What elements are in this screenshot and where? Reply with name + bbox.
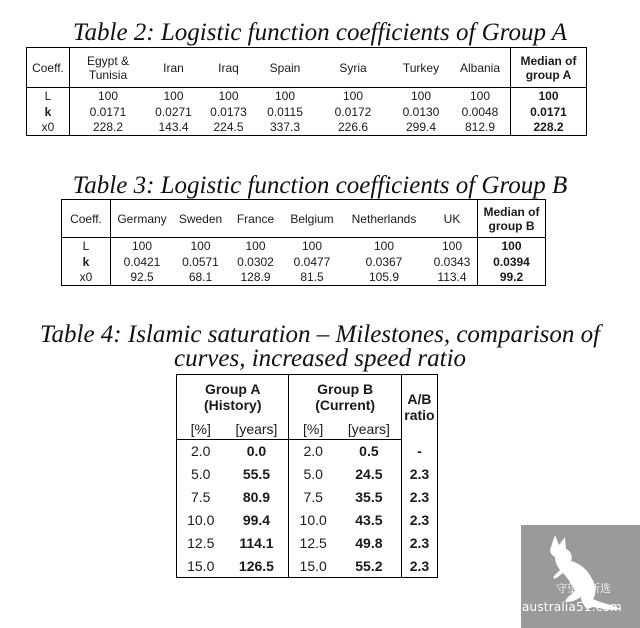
table4-ratio: - [401, 440, 437, 463]
table4 [176, 374, 438, 578]
table4-b-years: 55.2 [355, 557, 383, 574]
table3-row-label: x0 [62, 270, 111, 286]
table2-cell: 100 [218, 88, 239, 103]
table4-b-pct: 7.5 [303, 489, 323, 505]
table4-ratio: 2.3 [401, 555, 437, 578]
table2-cell: 100 [342, 88, 364, 103]
table3-cell: 0.0477 [293, 254, 331, 269]
table2-country-header: Syria [314, 48, 392, 88]
table2-cell: 100 [163, 88, 184, 103]
table3-country-header: Germany [111, 200, 174, 238]
watermark-cn-text: 守望者新选 [556, 582, 611, 595]
table2-cell: 337.3 [269, 120, 301, 135]
table4-b-years: 24.5 [355, 466, 383, 482]
table2-row [27, 120, 587, 136]
table2-cell: 100 [97, 88, 119, 103]
table2-cell: 812.9 [464, 120, 496, 135]
table3-cell: 100 [441, 238, 463, 253]
table2-cell: 0.0115 [267, 104, 303, 119]
table4-ratio: 2.3 [401, 486, 437, 509]
table4-a-pct: 10.0 [187, 512, 215, 528]
table3-median-cell: 99.2 [478, 270, 546, 286]
table4-a-years: 0.0 [224, 440, 288, 463]
table4-a-years: 126.5 [224, 555, 288, 578]
table3-row [62, 254, 546, 270]
table2-cell: 0.0130 [402, 104, 440, 119]
table2-country-header: Spain [256, 48, 314, 88]
table4-a-pct: 12.5 [187, 535, 215, 551]
table2-row-label: k [27, 104, 70, 120]
table4-caption-line2: curves, increased speed ratio [173, 345, 467, 372]
table2-median-cell: 228.2 [511, 120, 587, 136]
table3-median-cell: 100 [478, 238, 546, 254]
table2-country-header: Turkey [392, 48, 450, 88]
table4-row [177, 532, 438, 555]
table2-cell: 299.4 [405, 120, 437, 135]
table3-row [62, 270, 546, 286]
table4-row [177, 509, 438, 532]
table3-cell: 100 [245, 238, 266, 253]
table4-b-pct: 2.0 [303, 443, 323, 460]
table4-a-years: 114.1 [224, 532, 288, 555]
table4-a-years: 99.4 [224, 509, 288, 532]
table4-unit-header: [%] [289, 419, 337, 440]
table4-a-years: 55.5 [224, 463, 288, 486]
table4-ratio-header: A/B ratio [401, 375, 437, 440]
table4-a-pct: 15.0 [187, 557, 215, 574]
table4-unit-header: [years] [337, 419, 401, 440]
table2-cell: 100 [469, 88, 491, 103]
table3-country-header: Netherlands [341, 200, 427, 238]
table3-median-cell: 0.0394 [478, 254, 546, 270]
table4-row [177, 463, 438, 486]
table2-cell: 0.0171 [89, 104, 127, 119]
table2-cell: 228.2 [92, 120, 124, 135]
table2-country-header: Egypt & Tunisia [70, 48, 147, 88]
table4-b-pct: 15.0 [299, 557, 327, 574]
table3-row [62, 238, 546, 254]
table3-row-label: L [62, 238, 111, 254]
table3-cell: 113.4 [437, 270, 467, 285]
table4-row [177, 555, 438, 578]
table4-ratio: 2.3 [401, 463, 437, 486]
table2-country-header: Iran [146, 48, 201, 88]
table2-cell: 0.0172 [334, 104, 372, 119]
table3-cell: 100 [373, 238, 395, 253]
table2-cell: 0.0048 [461, 104, 499, 119]
table2-median-cell: 100 [511, 88, 587, 104]
table2-cell: 100 [274, 88, 296, 103]
table4-ratio: 2.3 [401, 509, 437, 532]
table2-cell: 100 [410, 88, 432, 103]
table2-row-label: x0 [27, 120, 70, 136]
table4-group-b-header: Group B (Current) [315, 381, 376, 413]
table3-country-header: UK [427, 200, 478, 238]
table3-cell: 105.9 [368, 270, 400, 285]
table4-b-years: 43.5 [355, 512, 383, 528]
table2-cell: 143.4 [158, 120, 189, 135]
table2-median-cell: 0.0171 [511, 104, 587, 120]
table3-header-row [62, 200, 546, 238]
table2-cell: 0.0173 [210, 104, 247, 119]
table3-cell: 0.0343 [433, 254, 471, 269]
table2-cell: 226.6 [337, 120, 369, 135]
table3-row-label: k [62, 254, 111, 270]
table2-row [27, 88, 587, 104]
table4-unit-header: [%] [177, 419, 225, 440]
table2-country-header: Albania [450, 48, 511, 88]
watermark-text: australia51.com [522, 600, 622, 614]
table3-cell: 0.0302 [237, 254, 274, 269]
table4-a-pct: 5.0 [191, 466, 211, 482]
table3-cell: 0.0421 [123, 254, 161, 269]
table2-row [27, 104, 587, 120]
table3-coeff-header: Coeff. [62, 200, 111, 238]
table4-group-header-row [177, 375, 438, 420]
table3-cell: 0.0367 [365, 254, 403, 269]
table2-row-label: L [27, 88, 70, 104]
table4-row [177, 440, 438, 463]
table3-country-header: Sweden [173, 200, 228, 238]
table3 [61, 199, 546, 286]
table4-a-pct: 2.0 [191, 443, 211, 460]
table4-b-pct: 5.0 [303, 466, 323, 482]
table4-b-years: 49.8 [355, 535, 383, 551]
table4-b-pct: 12.5 [299, 535, 327, 551]
table3-cell: 100 [301, 238, 323, 253]
table3-country-header: Belgium [283, 200, 341, 238]
table3-cell: 0.0571 [182, 254, 219, 269]
table2-cell: 0.0271 [155, 104, 192, 119]
table2-coeff-header: Coeff. [27, 48, 70, 88]
table4-row [177, 486, 438, 509]
table2-cell: 224.5 [213, 120, 244, 135]
table3-cell: 92.5 [130, 270, 154, 285]
table4-caption-line1: Table 4: Islamic saturation – Milestones, comparison of [39, 321, 601, 348]
table3-cell: 100 [190, 238, 211, 253]
table3-cell: 81.5 [300, 270, 324, 285]
table4-b-years: 35.5 [355, 489, 383, 505]
table4-group-a-header: Group A (History) [177, 375, 289, 420]
table2-header-row [27, 48, 587, 88]
table3-caption: Table 3: Logistic function coefficients of Group B [72, 172, 568, 199]
table4-unit-row [177, 419, 438, 440]
table2 [26, 47, 587, 136]
table4-a-years: 80.9 [224, 486, 288, 509]
table4-ratio: 2.3 [401, 532, 437, 555]
table4-unit-header: [years] [224, 419, 288, 440]
table3-country-header: France [228, 200, 283, 238]
table4-b-years: 0.5 [359, 443, 379, 460]
table2-median-header: Median of group A [511, 48, 587, 88]
table4-a-pct: 7.5 [191, 489, 211, 505]
table3-median-header: Median of group B [478, 200, 546, 238]
table3-cell: 128.9 [240, 270, 271, 285]
table2-caption: Table 2: Logistic function coefficients of Group A [72, 19, 568, 46]
table3-cell: 68.1 [188, 270, 213, 285]
table4-b-pct: 10.0 [299, 512, 327, 528]
table2-country-header: Iraq [201, 48, 256, 88]
table3-cell: 100 [131, 238, 153, 253]
